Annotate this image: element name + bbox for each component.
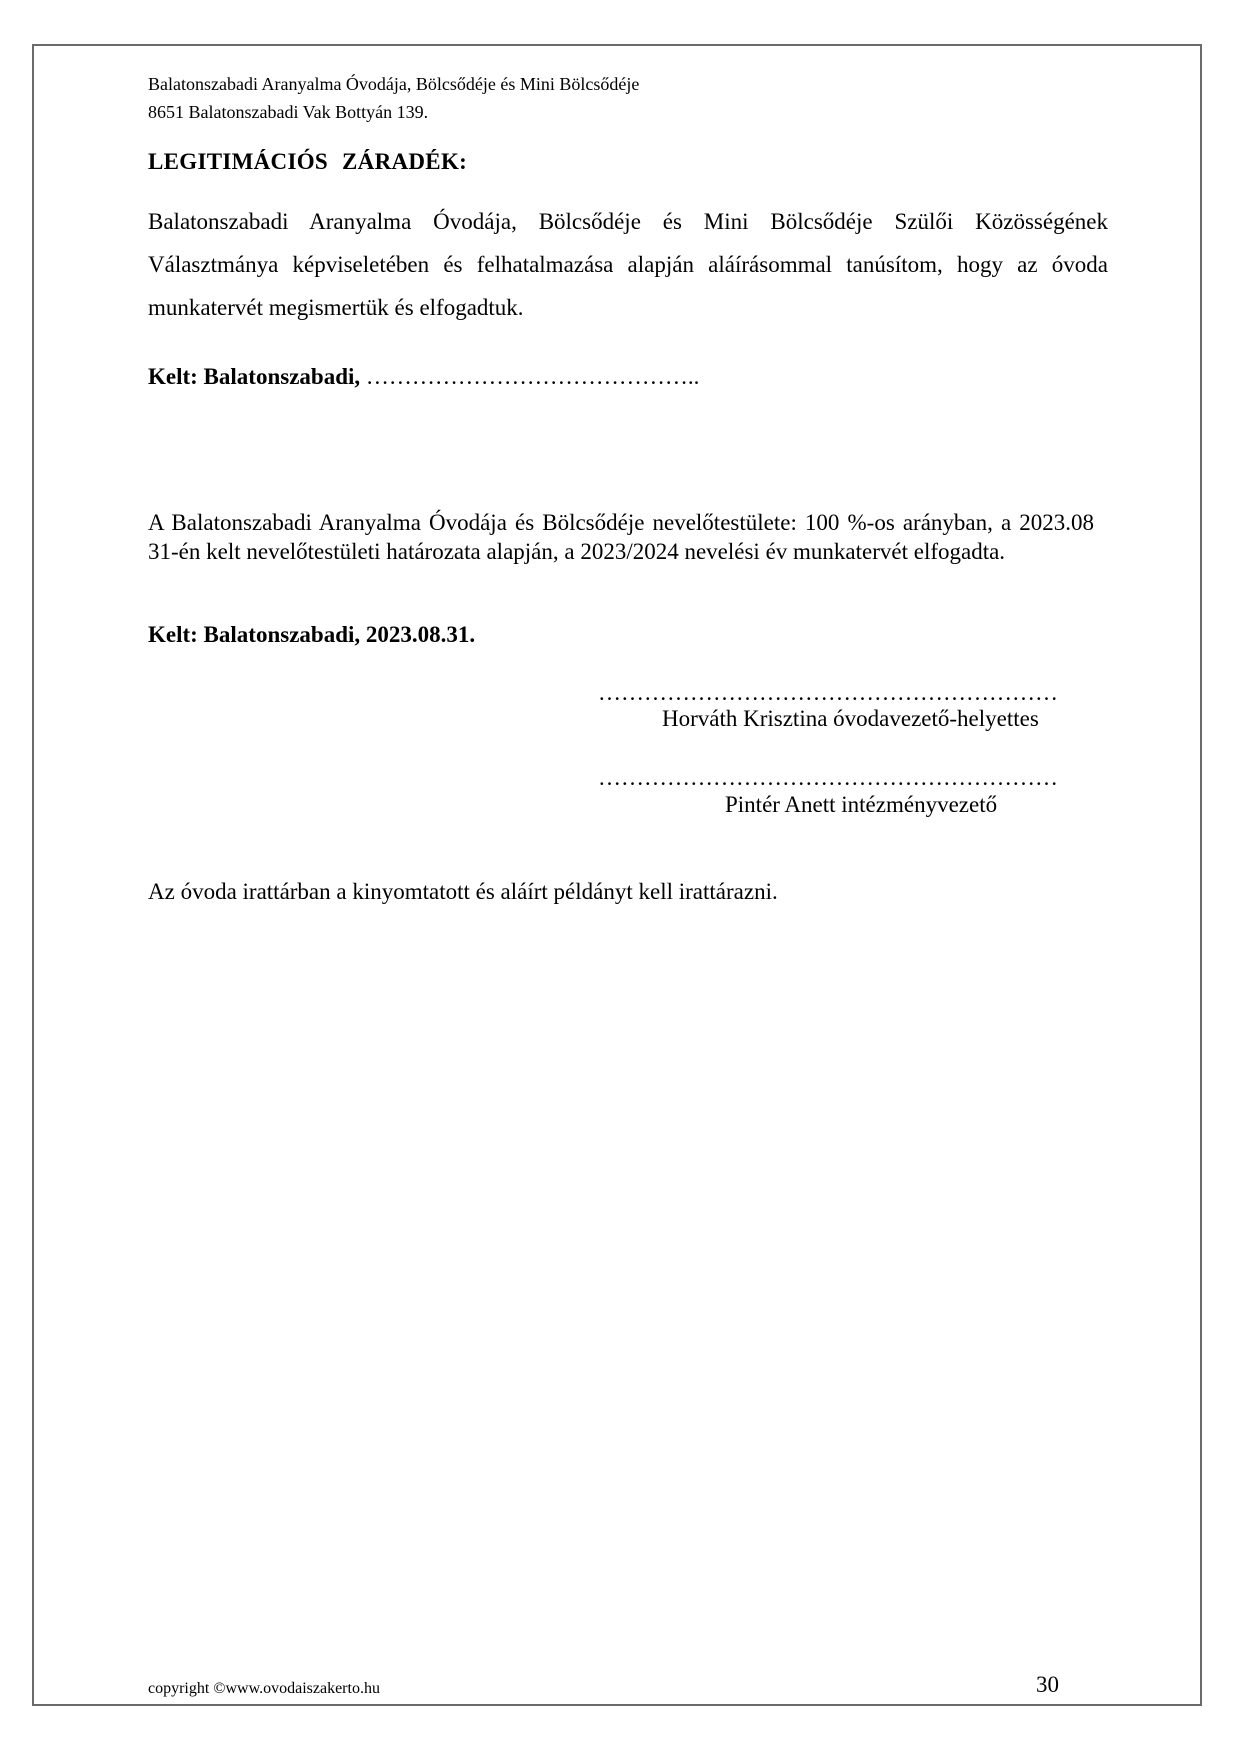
date-place-line-2 bbox=[148, 622, 475, 648]
parent-council-statement: Balatonszabadi Aranyalma Óvodája, Bölcsődéje és Mini Bölcsődéje Szülői Közösségének Választmánya képviseletében és felhatalmazása alapján aláírásommal tanúsítom, hogy az óvoda munkatervét megismertük és elfogadtuk. bbox=[148, 209, 1108, 320]
archive-note: Az óvoda irattárban a kinyomtatott és aláírt példányt kell irattárazni. bbox=[148, 879, 778, 904]
signature-line-deputy: …………………………………………………… bbox=[598, 680, 1058, 705]
date-place-line-1 bbox=[148, 364, 699, 390]
signature-line-head: …………………………………………………… bbox=[598, 765, 1058, 790]
date-place-label-1: Kelt: Balatonszabadi, bbox=[148, 364, 361, 389]
signatory-deputy: Horváth Krisztina óvodavezető-helyettes bbox=[662, 706, 1039, 731]
page-number: 30 bbox=[1036, 1672, 1059, 1697]
date-place-label-2: Kelt: Balatonszabadi, 2023.08.31. bbox=[148, 622, 476, 647]
date-blank-1: …………………………………….. bbox=[365, 364, 700, 389]
signatory-head: Pintér Anett intézményvezető bbox=[725, 792, 998, 817]
header-address: 8651 Balatonszabadi Vak Bottyán 139. bbox=[148, 102, 429, 122]
document-title: LEGITIMÁCIÓS ZÁRADÉK: bbox=[148, 149, 468, 174]
footer-copyright: copyright ©www.ovodaiszakerto.hu bbox=[148, 1680, 380, 1697]
header-institution: Balatonszabadi Aranyalma Óvodája, Bölcsődéje és Mini Bölcsődéje bbox=[148, 74, 640, 94]
staff-resolution-statement: A Balatonszabadi Aranyalma Óvodája és Bölcsődéje nevelőtestülete: 100 %-os arányban, a 2023.08 31-én kelt nevelőtestületi határozata alapján, a 2023/2024 nevelési év munkatervét elfogadta. bbox=[148, 510, 1094, 564]
